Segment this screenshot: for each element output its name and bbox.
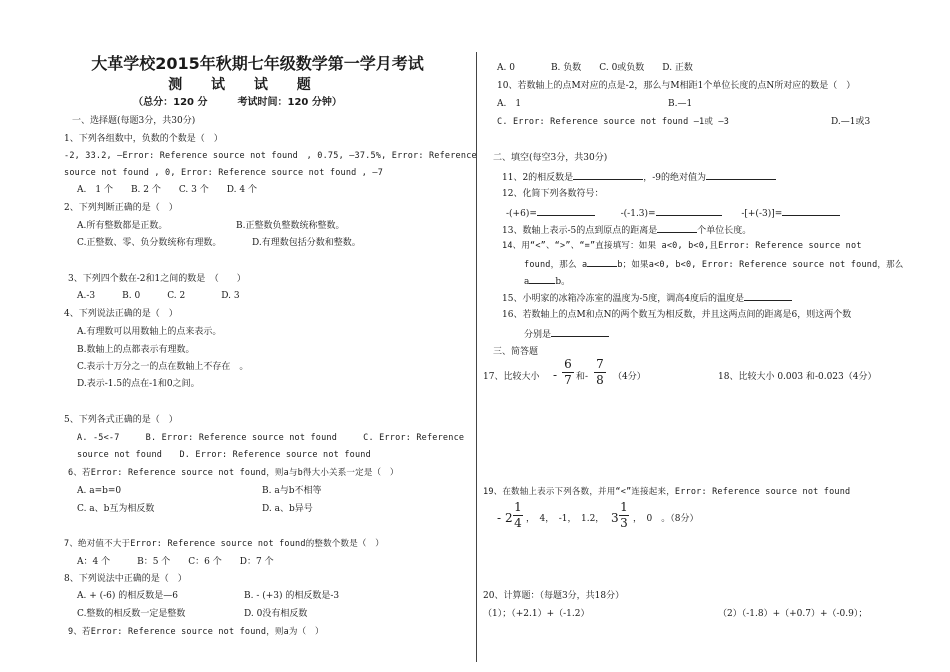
question-6-option-b: B. a与b不相等	[262, 486, 322, 496]
question-8-option-c: C.整数的相反数一定是整数	[77, 609, 186, 619]
question-20-part-2: （2）（-1.8）+（+0.7）+（-0.9）；	[718, 609, 868, 619]
question-15	[502, 291, 792, 305]
question-2-option-d: D.有理数包括分数和整数。	[252, 238, 361, 248]
question-5-line-a: A. -5<-7 B. Error: Reference source not found C. Error: Reference	[77, 433, 465, 443]
question-20: 20、计算题：（每题3分，共18分）	[483, 591, 625, 601]
question-1-line-a: -2, 33.2, —Error: Reference source not found , 0.75, —37.5%, Error: Reference	[64, 151, 477, 161]
question-4: 4、下列说法正确的是（ ）	[64, 309, 178, 319]
question-20-part-1: （1）；（+2.1）+（-1.2）	[483, 609, 590, 619]
question-12-item-a: -(+6)=	[506, 209, 537, 219]
question-8: 8、下列说法中正确的是（ ）	[64, 574, 187, 584]
question-5-line-b: source not found D. Error: Reference source not found	[77, 450, 371, 460]
answer-blank[interactable]	[537, 206, 595, 216]
question-13	[502, 223, 751, 237]
answer-blank[interactable]	[587, 257, 617, 267]
question-17-points: （4分）	[613, 372, 646, 382]
question-14-part-d: b。	[555, 277, 571, 287]
fraction-numerator: 6	[564, 357, 572, 371]
question-6-option-c: C. a、b互为相反数	[77, 504, 155, 514]
question-13-part-b: 个单位长度。	[697, 226, 752, 236]
answer-blank[interactable]	[706, 170, 776, 180]
question-6-option-d: D. a、b异号	[262, 504, 313, 514]
question-17-and: 和-	[576, 372, 589, 382]
question-8-option-b: B. - (+3) 的相反数是-3	[244, 591, 340, 601]
question-4-option-a: A.有理数可以用数轴上的点来表示。	[77, 327, 222, 337]
question-4-option-c: C.表示十万分之一的点在数轴上不存在 。	[77, 362, 249, 372]
answer-blank[interactable]	[657, 223, 697, 233]
question-6: 6、若Error: Reference source not found，则a与b得大小关系一定是（ ）	[68, 468, 399, 478]
question-18: 18、比较大小 0.003 和-0.023（4分）	[718, 372, 877, 382]
question-10: 10、若数轴上的点M对应的点是-2，那么与M相距1个单位长度的点N所对应的数是（ ）	[497, 81, 856, 91]
question-11	[502, 170, 776, 184]
question-10-option-a: A. 1	[497, 99, 522, 109]
question-19: 19、在数轴上表示下列各数，并用“<”连接起来，Error: Reference source not found	[483, 487, 851, 497]
question-5: 5、下列各式正确的是（ ）	[64, 415, 178, 425]
question-9-options: A. 0 B. 负数 C. 0或负数 D. 正数	[497, 63, 693, 73]
question-9: 9、若Error: Reference source not found，则a为（ ）	[68, 627, 324, 637]
question-6-option-a: A. a=b=0	[77, 486, 122, 496]
fraction	[619, 501, 629, 530]
answer-blank[interactable]	[782, 206, 840, 216]
question-8-option-d: D. 0没有相反数	[244, 609, 308, 619]
minus-sign: -	[553, 368, 558, 382]
question-16: 16、若数轴上的点M和点N的两个数互为相反数，并且这两点间的距离是6，则这两个数	[502, 310, 852, 320]
question-3: 3、下列四个数在-2和1之间的数是 （ ）	[68, 274, 246, 284]
question-14: 14、用“<”、“>”、“=”直接填写：如果 a<0, b<0,且Error: Reference source not	[502, 241, 862, 251]
section-2-heading: 二、填空(每空3分，共30分)	[493, 153, 608, 163]
section-1-heading: 一、选择题(每题3分，共30分)	[72, 116, 196, 126]
fraction	[594, 358, 606, 387]
question-14-part-a: found，那么 a	[524, 260, 588, 270]
fraction	[513, 501, 523, 530]
question-4-option-b: B.数轴上的点都表示有理数。	[77, 345, 195, 355]
question-10-option-b: B.—1	[668, 99, 693, 109]
question-17: 17、比较大小	[483, 372, 540, 382]
question-2-option-c: C.正整数、零、负分数统称有理数。	[77, 238, 222, 248]
question-14-part-b: b；如果a<0, b<0, Error: Reference source not found，那么	[617, 260, 904, 270]
question-11-part-a: 11、2的相反数是	[502, 173, 574, 183]
answer-blank[interactable]	[656, 206, 722, 216]
question-2-option-b: B.正整数负整数统称整数。	[236, 221, 345, 231]
question-16-part-b: 分别是	[524, 330, 552, 340]
answer-blank[interactable]	[529, 274, 555, 284]
question-15-text: 15、小明家的冰箱冷冻室的温度为-5度，调高4度后的温度是	[502, 294, 744, 304]
question-10-option-d: D.—1或3	[831, 117, 871, 127]
question-11-part-b: ，-9的绝对值为	[643, 173, 706, 183]
mixed-number-whole: 3	[611, 511, 619, 525]
question-14-line-c	[524, 274, 570, 288]
fraction-numerator: 1	[620, 500, 628, 514]
answer-blank[interactable]	[573, 170, 643, 180]
question-14-line-b	[524, 257, 904, 271]
minus-sign: -	[497, 511, 502, 525]
fraction-denominator: 4	[514, 516, 522, 530]
question-1: 1、下列各组数中，负数的个数是（ ）	[64, 134, 223, 144]
question-8-option-a: A. + (-6) 的相反数是—6	[77, 591, 178, 601]
fraction-numerator: 1	[514, 500, 522, 514]
question-2: 2、下列判断正确的是（ ）	[64, 203, 178, 213]
question-7: 7、绝对值不大于Error: Reference source not found的整数个数是（ ）	[64, 539, 384, 549]
exam-info: （总分：120 分 考试时间：120 分钟）	[133, 97, 342, 108]
column-divider	[476, 52, 477, 662]
question-13-part-a: 13、数轴上表示-5的点到原点的距离是	[502, 226, 658, 236]
fraction-numerator: 7	[596, 357, 604, 371]
question-12-item-b: -(-1.3)=	[620, 209, 656, 219]
fraction-denominator: 3	[620, 516, 628, 530]
fraction	[562, 358, 574, 387]
question-2-option-a: A.所有整数都是正数。	[77, 221, 168, 231]
question-16-line-b	[524, 327, 609, 341]
question-10-option-c: C. Error: Reference source not found —1或 —3	[497, 117, 730, 127]
question-7-options: A：4 个 B：5 个 C：6 个 D：7 个	[77, 557, 274, 567]
question-12: 12、化简下列各数符号：	[502, 189, 604, 199]
exam-title: 大革学校2015年秋期七年级数学第一学月考试	[91, 54, 424, 73]
mixed-number-whole: 2	[505, 511, 513, 525]
question-14-part-c: a	[524, 277, 530, 287]
answer-blank[interactable]	[551, 327, 609, 337]
question-19-numbers: ， 4， -1， 1.2，	[526, 514, 605, 524]
question-19-end: ， 0 。（8分）	[633, 514, 699, 524]
question-4-option-d: D.表示-1.5的点在-1和0之间。	[77, 379, 200, 389]
question-1-line-b: source not found , 0, Error: Reference source not found , —7	[64, 168, 384, 178]
exam-subtitle: 测 试 试 题	[168, 77, 323, 93]
question-12-items	[506, 206, 840, 220]
question-12-item-c: -[+(-3)]=	[741, 209, 783, 219]
question-3-options: A.-3 B. 0 C. 2 D. 3	[77, 291, 240, 301]
answer-blank[interactable]	[744, 291, 792, 301]
fraction-denominator: 8	[596, 373, 604, 387]
section-3-heading: 三、简答题	[493, 347, 539, 357]
fraction-denominator: 7	[564, 373, 572, 387]
question-1-options: A. 1 个 B. 2 个 C. 3 个 D. 4 个	[77, 185, 257, 195]
